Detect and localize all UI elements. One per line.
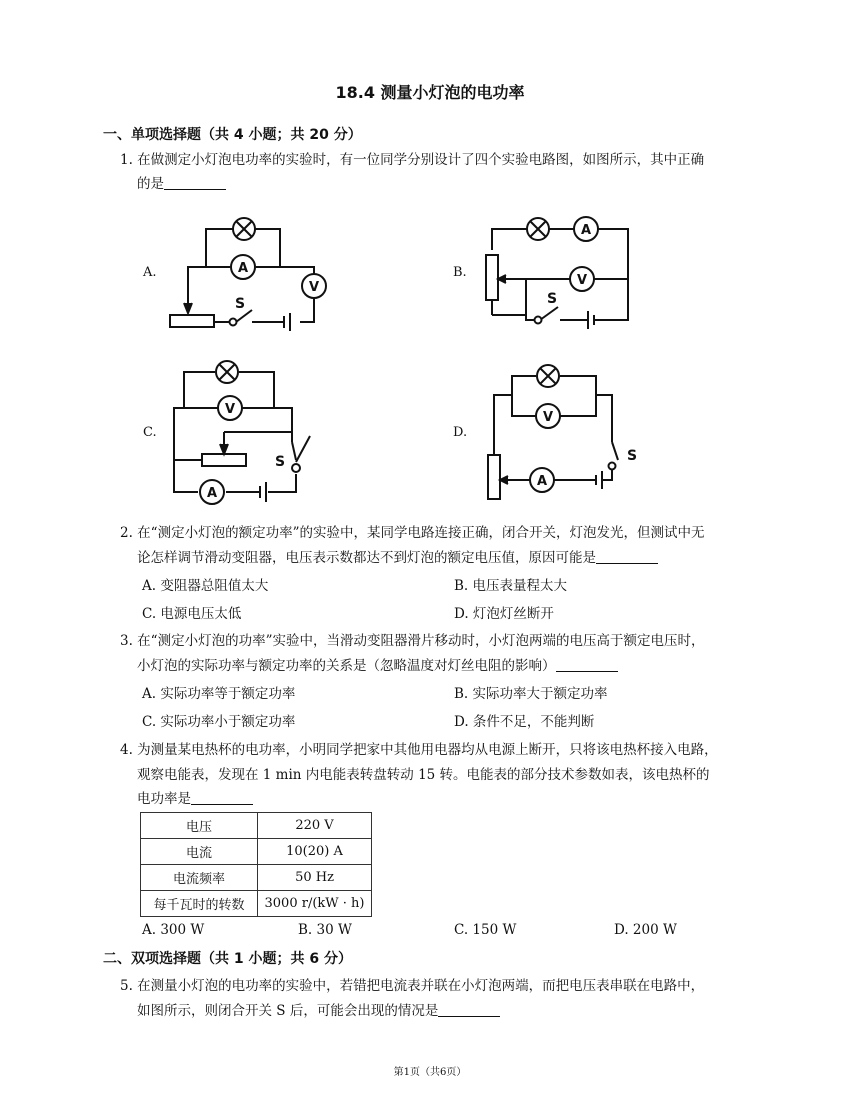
question-5-line-2: 如图所示，则闭合开关 S 后，可能会出现的情况是 — [137, 999, 500, 1023]
question-2-line-1: 2. 在“测定小灯泡的额定功率”的实验中，某同学电路连接正确，闭合开关，灯泡发光，但测试中无 — [120, 525, 705, 541]
q3-option-d[interactable]: D. 条件不足，不能判断 — [454, 714, 595, 730]
question-2-line-2: 论怎样调节滑动变阻器，电压表示数都达不到灯泡的额定电压值，原因可能是 — [137, 546, 658, 570]
answer-blank[interactable] — [556, 657, 618, 672]
q3-option-c[interactable]: C. 实际功率小于额定功率 — [142, 714, 296, 730]
page-footer: 第1页（共6页） — [393, 1067, 467, 1078]
circuit-diagram-a — [160, 205, 340, 340]
q3-option-b[interactable]: B. 实际功率大于额定功率 — [454, 686, 608, 702]
ammeter-label: A — [536, 474, 548, 489]
circuit-label-a: A. — [143, 265, 157, 280]
table-row — [141, 839, 372, 865]
q4-option-a[interactable]: A. 300 W — [142, 922, 205, 938]
answer-blank[interactable] — [596, 549, 658, 564]
voltmeter-label: V — [576, 273, 588, 288]
circuit-diagram-d — [478, 350, 658, 510]
question-5-line-1: 5. 在测量小灯泡的电功率的实验中，若错把电流表并联在小灯泡两端，而把电压表串联在电路中， — [120, 978, 705, 994]
q4-option-c[interactable]: C. 150 W — [454, 922, 517, 938]
table-cell: 3000 r/(kW · h) — [258, 891, 372, 917]
question-4-line-3: 电功率是 — [137, 787, 253, 811]
table-cell: 50 Hz — [258, 865, 372, 891]
page-title: 18.4 测量小灯泡的电功率 — [335, 83, 525, 102]
table-row — [141, 813, 372, 839]
switch-label: S — [626, 448, 638, 464]
section-heading-single-choice: 一、单项选择题（共 4 小题；共 20 分） — [103, 127, 362, 143]
table-cell: 电流 — [141, 839, 258, 865]
circuit-label-c: C. — [143, 425, 157, 440]
circuit-label-b: B. — [453, 265, 467, 280]
q4-option-d[interactable]: D. 200 W — [614, 922, 677, 938]
table-row — [141, 865, 372, 891]
voltmeter-label: V — [542, 410, 554, 425]
switch-label: S — [274, 454, 286, 470]
ammeter-label: A — [237, 261, 249, 276]
voltmeter-label: V — [224, 402, 236, 417]
q2-option-c[interactable]: C. 电源电压太低 — [142, 606, 242, 622]
section-heading-double-choice: 二、双项选择题（共 1 小题；共 6 分） — [103, 951, 352, 967]
q2-option-a[interactable]: A. 变阻器总阻值太大 — [142, 578, 269, 594]
q3-option-a[interactable]: A. 实际功率等于额定功率 — [142, 686, 296, 702]
switch-label: S — [546, 291, 558, 307]
question-1-line-2: 的是 — [137, 172, 226, 196]
table-row — [141, 891, 372, 917]
question-4-line-2: 观察电能表，发现在 1 min 内电能表转盘转动 15 转。电能表的部分技术参数如表，该电热杯的 — [137, 767, 710, 783]
ammeter-label: A — [206, 486, 218, 501]
answer-blank[interactable] — [164, 175, 226, 190]
table-cell: 220 V — [258, 813, 372, 839]
switch-label: S — [234, 296, 246, 312]
table-cell: 10(20) A — [258, 839, 372, 865]
table-cell: 每千瓦时的转数 — [141, 891, 258, 917]
question-3-line-1: 3. 在“测定小灯泡的功率”实验中，当滑动变阻器滑片移动时，小灯泡两端的电压高于额定电压时， — [120, 633, 705, 649]
circuit-diagram-b — [470, 205, 650, 340]
answer-blank[interactable] — [191, 790, 253, 805]
voltmeter-label: V — [308, 280, 320, 295]
question-3-line-2: 小灯泡的实际功率与额定功率的关系是（忽略温度对灯丝电阻的影响） — [137, 654, 618, 678]
table-cell: 电压 — [141, 813, 258, 839]
question-1-line-1: 1. 在做测定小灯泡电功率的实验时，有一位同学分别设计了四个实验电路图，如图所示，其中正确 — [120, 152, 705, 168]
circuit-label-d: D. — [453, 425, 468, 440]
ammeter-label: A — [580, 223, 592, 238]
q2-option-d[interactable]: D. 灯泡灯丝断开 — [454, 606, 554, 622]
table-cell: 电流频率 — [141, 865, 258, 891]
meter-spec-table — [140, 812, 372, 917]
question-4-line-1: 4. 为测量某电热杯的电功率，小明同学把家中其他用电器均从电源上断开，只将该电热杯接入电路， — [120, 742, 718, 758]
answer-blank[interactable] — [438, 1002, 500, 1017]
circuit-diagram-c — [160, 350, 340, 515]
q4-option-b[interactable]: B. 30 W — [298, 922, 352, 938]
q2-option-b[interactable]: B. 电压表量程太大 — [454, 578, 568, 594]
